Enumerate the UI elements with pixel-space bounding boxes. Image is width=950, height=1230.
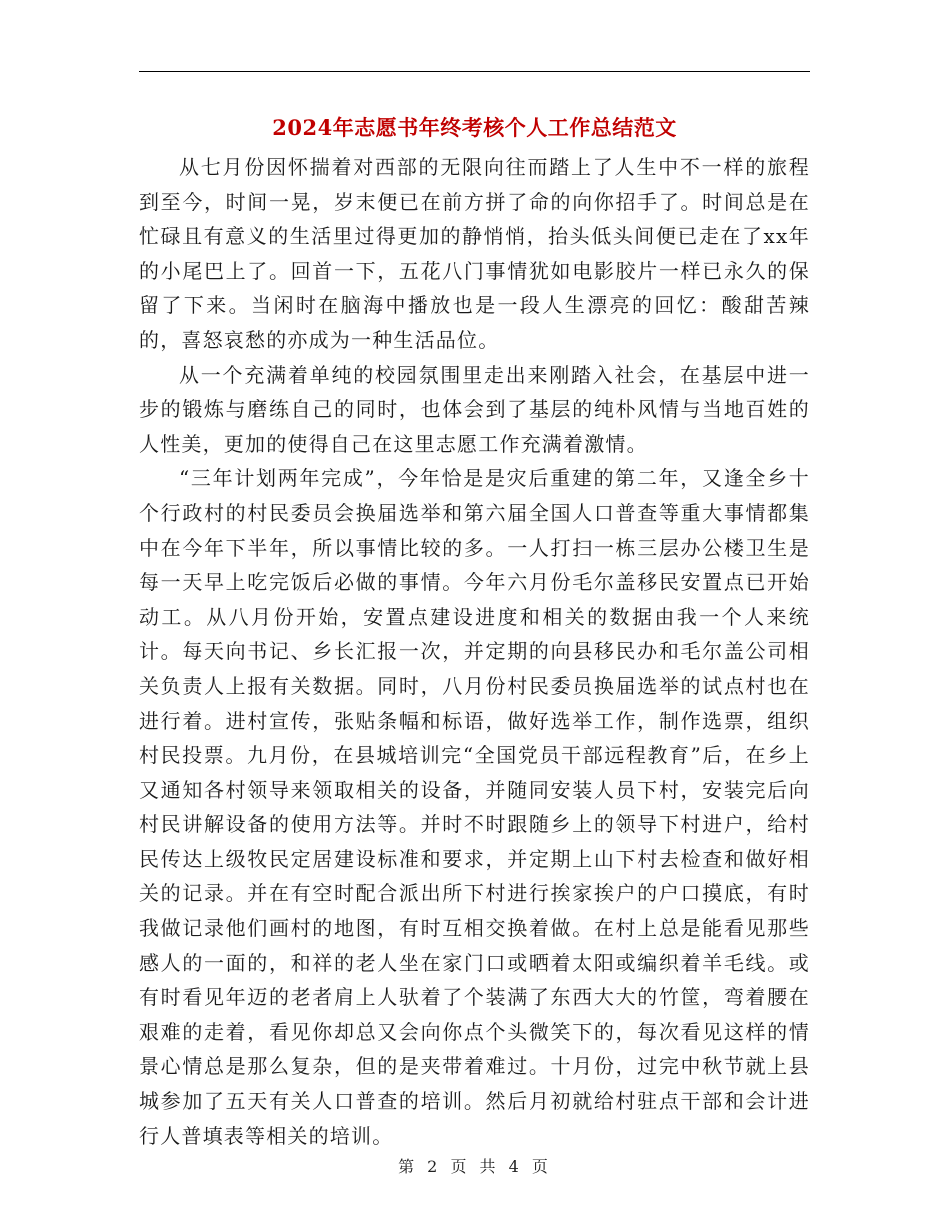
paragraph-3: “三年计划两年完成”，今年恰是是灾后重建的第二年，又逢全乡十个行政村的村民委员会换届选举和第六届全国人口普查等重大事情都集中在今年下半年，所以事情比较的多。一人打扫一栋三层办公楼卫生是每一天早上吃完饭后必做的事情。今年六月份毛尔盖移民安置点已开始动工。从八月份开始，安置点建设进度和相关的数据由我一个人来统计。每天向书记、乡长汇报一次，并定期的向县移民办和毛尔盖公司相关负责人上报有关数据。同时，八月份村民委员换届选举的试点村也在进行着。进村宣传，张贴条幅和标语，做好选举工作，制作选票，组织村民投票。九月份，在县城培训完“全国党员干部远程教育”后，在乡上又通知各村领导来领取相关的设备，并随同安装人员下村，安装完后向村民讲解设备的使用方法等。并时不时跟随乡上的领导下村进户，给村民传达上级牧民定居建设标准和要求，并定期上山下村去检查和做好相关的记录。并在有空时配合派出所下村进行挨家挨户的户口摸底，有时我做记录他们画村的地图，有时互相交换着做。在村上总是能看见那些感人的一面的，和祥的老人坐在家门口或晒着太阳或编织着羊毛线。或有时看见年迈的老者肩上人驮着了个装满了东西大大的竹筐，弯着腰在艰难的走着，看见你却总又会向你点个头微笑下的，每次看见这样的情景心情总是那么复杂，但的是夹带着难过。十月份，过完中秋节就上县城参加了五天有关人口普查的培训。然后月初就给村驻点干部和会计进行人普填表等相关的培训。: [139, 466, 810, 1148]
paragraph-2: 从一个充满着单纯的校园氛围里走出来刚踏入社会，在基层中进一步的锻炼与磨练自己的同时，也体会到了基层的纯朴风情与当地百姓的人性美，更加的使得自己在这里志愿工作充满着激情。: [139, 362, 810, 456]
document-title: 2024年志愿书年终考核个人工作总结范文: [272, 115, 677, 140]
document-body: [139, 150, 810, 1153]
paragraph-1: 从七月份因怀揣着对西部的无限向往而踏上了人生中不一样的旅程到至今，时间一晃，岁末便已在前方拼了命的向你招手了。时间总是在忙碌且有意义的生活里过得更加的静悄悄，抬头低头间便已走在了xx年的小尾巴上了。回首一下，五花八门事情犹如电影胶片一样已永久的保留了下来。当闲时在脑海中播放也是一段人生漂亮的回忆：酸甜苦辣的，喜怒哀愁的亦成为一种生活品位。: [139, 155, 810, 352]
header-rule: [139, 71, 810, 72]
page-number-footer: 第 2 页 共 4 页: [398, 1157, 552, 1176]
